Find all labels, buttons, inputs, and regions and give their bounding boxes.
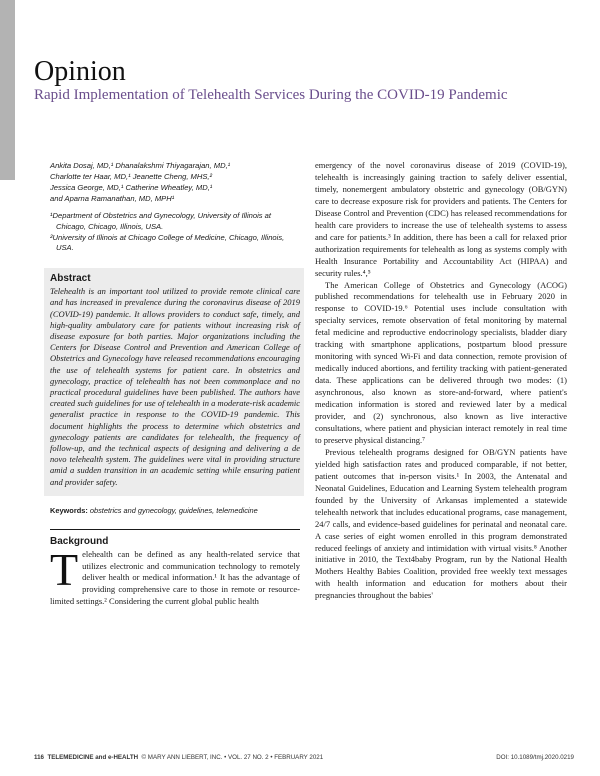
keywords-value: obstetrics and gynecology, guidelines, telemedicine [89, 505, 258, 515]
affiliation-1: ¹Department of Obstetrics and Gynecology, University of Illinois at Chicago, Chicago, Illinois, USA. [50, 211, 272, 231]
doi: DOI: 10.1089/tmj.2020.0219 [496, 754, 574, 761]
author-line: Jessica George, MD,¹ Catherine Wheatley, MD,¹ [50, 183, 213, 192]
keywords [50, 506, 300, 515]
background-body [50, 543, 300, 608]
author-line: Charlotte ter Haar, MD,¹ Jeanette Cheng, MHS,² [50, 172, 213, 181]
drop-cap: T [50, 543, 79, 595]
paragraph: The American College of Obstetrics and Gynecology (ACOG) published recommendations for telehealth use in February 2020 in response to COVID-19.⁶ Potential uses include consultation with specialty services, remote observation of fetal monitoring by maternal fetal medicine and reproductive endocrinology specialists, bladder diary tracking with smartphone applications, postpartum blood pressure monitoring with synced Wi-Fi and data connection, remote provision of medically induced abortions, and fertility tracking with patient-generated data. These applications can be delivered through two modes: (1) asynchronous, also known as store-and-forward, where patient's medication information is stored and reviewed later by a medical provider, and (2) synchronous, also known as live interactive consultations, where patient and physician interact remotely in real time to preserve physical distancing.⁷ [315, 279, 567, 445]
paragraph: Previous telehealth programs designed for OB/GYN patients have yielded high satisfaction rates and produced comparable, if not better, patient outcomes that in-person visits.¹ In 2003, the Antenatal and Neonatal Guidelines, Education and Learning System telehealth program founded by the University of Arkansas implemented a statewide telehealth network that includes educational programs, case management, 24/7 calls, and evidence-based guidelines for perinatal and neonatal care. A case series of eight women enrolled in this program demonstrated reduced feelings of anxiety and intimidation with virtual visits.⁸ Another initiative in 2010, the Text4baby Program, run by the National Health Mothers Healthy Babies Coalition, provided free weekly text messages with health information and education for mothers about their pregnancies throughout the babies' [315, 446, 567, 601]
background-text: elehealth can be defined as any health-related service that utilizes electronic and communication technology to remotely deliver health or medical information.¹ It has the advantage of providing comprehensive care to those in remote or resource-limited settings.² Considering the current global public health [50, 548, 300, 607]
footer-left [34, 754, 323, 761]
author-line: and Aparna Ramanathan, MD, MPH¹ [50, 194, 175, 203]
abstract-heading: Abstract [50, 273, 91, 285]
right-column [315, 160, 567, 602]
page-number: 116 [34, 754, 44, 761]
side-color-tab [0, 0, 15, 180]
footer-publisher: © MARY ANN LIEBERT, INC. • VOL. 27 NO. 2 • FEBRUARY 2021 [141, 754, 324, 761]
section-label: Opinion [34, 56, 126, 87]
author-list [50, 160, 300, 204]
article-title: Rapid Implementation of Telehealth Services During the COVID-19 Pandemic [34, 87, 508, 103]
right-body [315, 160, 567, 602]
affiliation-2: ²University of Illinois at Chicago College of Medicine, Chicago, Illinois, USA. [50, 232, 285, 253]
background-heading: Background [50, 535, 109, 547]
abstract-text: Telehealth is an important tool utilized to provide remote clinical care and has increased in prevalence during the coronavirus disease of 2019 (COVID-19) pandemic. It allows providers to conduct safe, timely, and high-quality ambulatory care for patients without increasing risk of disease exposure for both parties. Major organizations including the Centers for Disease Control and Prevention and American College of Obstetrics and Gynecology have released recommendations encouraging the use of telehealth systems for patient care. In obstetrics and gynecology, practice of telehealth has not been commonplace and no practical procedural guidelines have been published. The authors have created such guidelines for use of telehealth in a moderate-risk academic generalist practice in response to the COVID-19 pandemic. This document highlights the process to determine which obstetrics and gynecology patients are candidates for telehealth, the frequency of follow-up, and the technical aspects of designing and delivering a de novo telehealth system. The guidelines were vital in providing structure amid a sudden transition in an academic setting while ensuring patient and provider safety. [50, 286, 300, 487]
affiliations [50, 211, 300, 254]
left-column [50, 160, 300, 608]
keywords-label: Keywords: [50, 505, 88, 515]
background-section [50, 529, 300, 608]
journal-name: TELEMEDICINE and e-HEALTH [47, 754, 139, 761]
abstract-box [44, 268, 304, 496]
paragraph: emergency of the novel coronavirus disease of 2019 (COVID-19), telehealth is increasingly gaining traction to safely deliver essential, timely, nonemergent ambulatory obstetric and gynecology (OB/GYN) care to decrease exposure risk for providers and patients. The Centers for Disease Control and Prevention (CDC) has released recommendations for health care providers to increase the use of telehealth systems to assess and care for patients.³ In addition, there has been a call for relaxed prior authorization requirements for telehealth as long as systems comply with Health Insurance Portability and Accountability Act (HIPAA) and security rules.⁴,⁵ [315, 160, 567, 278]
author-line: Ankita Dosaj, MD,¹ Dhanalakshmi Thiyagarajan, MD,¹ [50, 161, 231, 170]
